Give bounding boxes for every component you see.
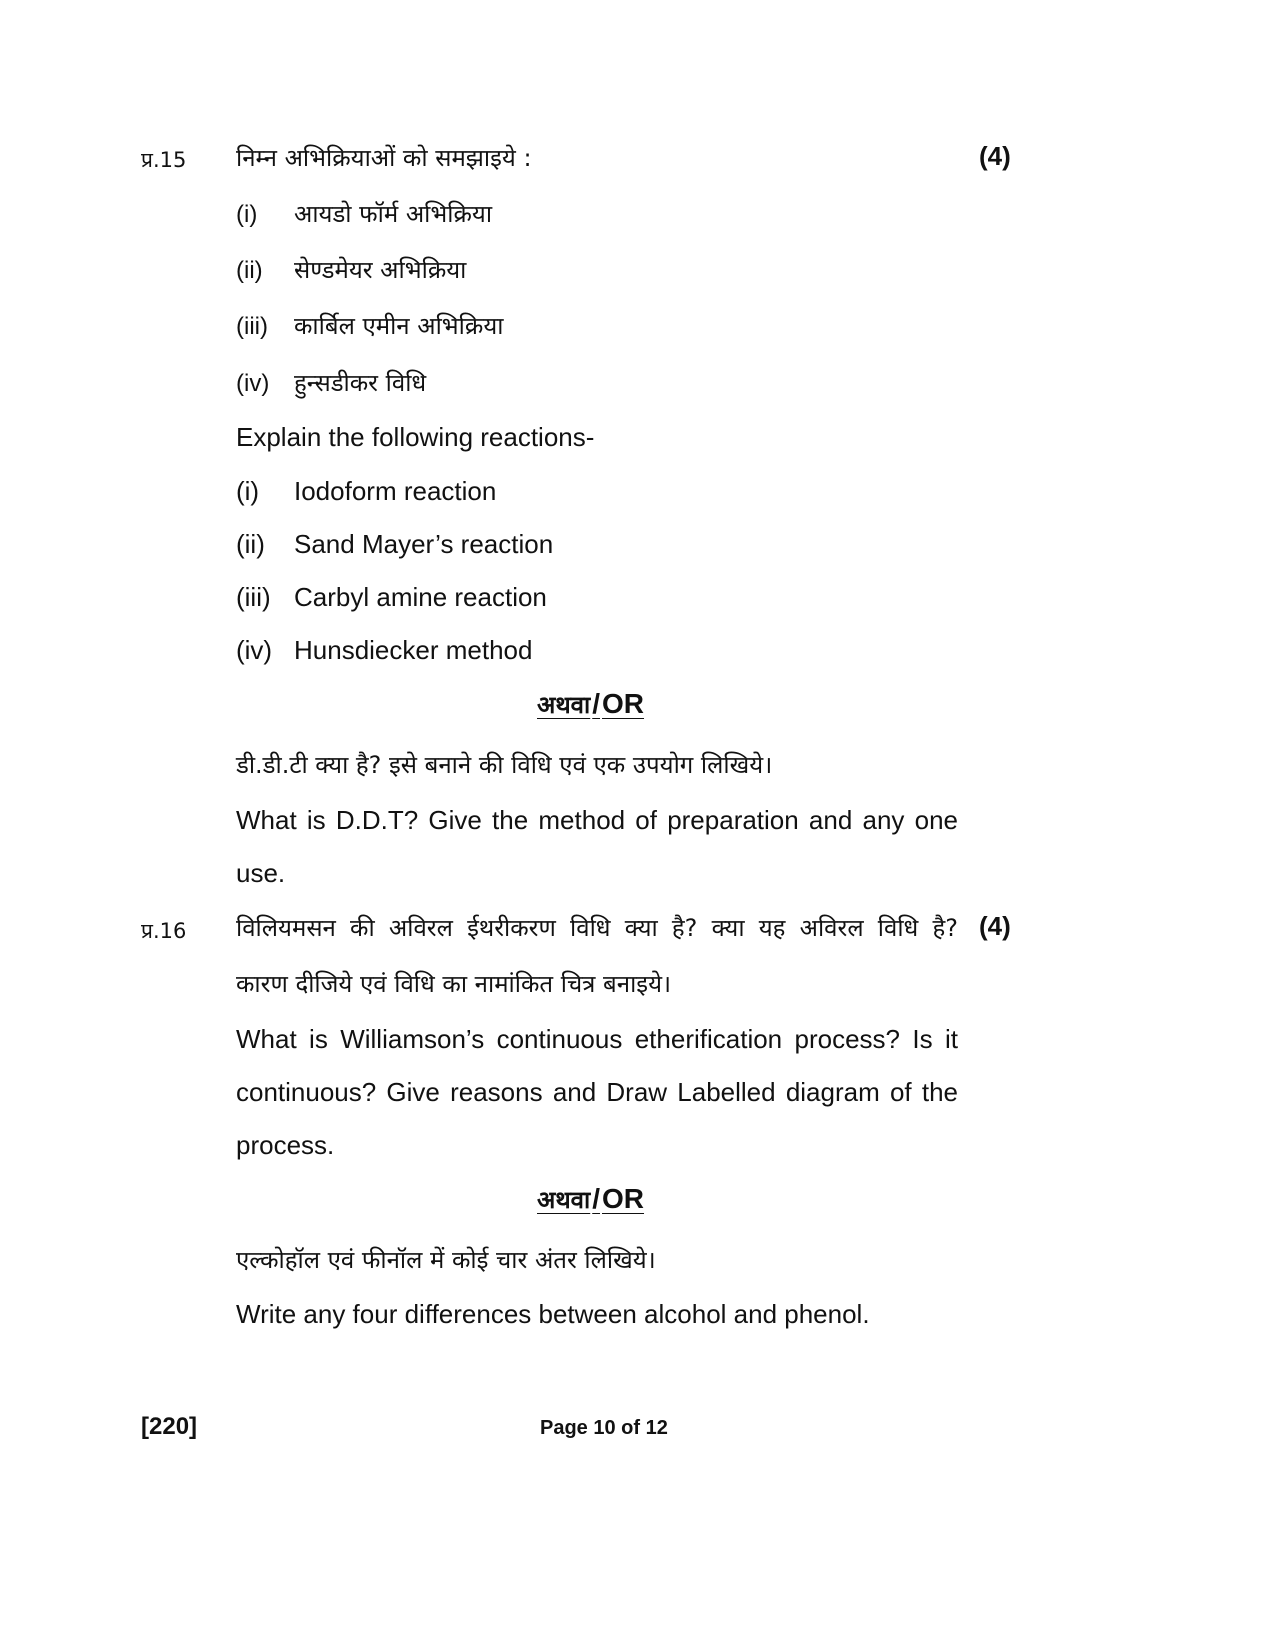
q15-english-item-4 (236, 635, 532, 666)
or-english: OR (602, 1183, 645, 1214)
q16-alt-hindi: एल्कोहॉल एवं फीनॉल में कोई चार अंतर लिखिये। (236, 1246, 656, 1274)
roman-numeral: (iv) (236, 635, 273, 665)
roman-numeral: (iii) (236, 313, 268, 340)
q15-english-item-2 (236, 529, 553, 560)
item-text: Iodoform reaction (294, 476, 497, 506)
or-slash: / (592, 1183, 601, 1214)
roman-numeral: (iv) (236, 370, 270, 397)
question-number-15: प्र.15 (141, 148, 187, 172)
q15-hindi-item-1 (236, 197, 492, 230)
or-english: OR (602, 688, 645, 719)
q15-english-item-3 (236, 582, 547, 613)
q16-alt-english: Write any four differences between alcohol and phenol. (236, 1299, 870, 1329)
q15-alt-english-line2: use. (236, 858, 286, 888)
q16-marks: (4) (979, 911, 1011, 941)
or-divider-2 (537, 1183, 644, 1216)
roman-numeral: (ii) (236, 257, 263, 284)
q15-alt-english-line1: What is D.D.T? Give the method of preparation and any one (236, 805, 958, 835)
item-text: सेण्डमेयर अभिक्रिया (294, 256, 467, 284)
or-slash: / (592, 688, 601, 719)
item-text: Carbyl amine reaction (294, 582, 547, 612)
q15-hindi-prompt: निम्न अभिक्रियाओं को समझाइये : (236, 144, 532, 172)
page-number: Page 10 of 12 (540, 1417, 668, 1439)
q16-hindi-line2: कारण दीजिये एवं विधि का नामांकित चित्र बनाइये। (236, 970, 672, 998)
roman-numeral: (i) (236, 476, 260, 506)
item-text: कार्बिल एमीन अभिक्रिया (294, 312, 504, 340)
paper-code: [220] (141, 1413, 198, 1440)
q15-english-prompt: Explain the following reactions- (236, 422, 595, 452)
q15-marks: (4) (979, 141, 1011, 171)
item-text: आयडो फॉर्म अभिक्रिया (294, 200, 493, 228)
or-hindi: अथवा (537, 691, 591, 719)
roman-numeral: (ii) (236, 529, 265, 559)
q15-hindi-item-3 (236, 309, 503, 342)
q16-english-line1: What is Williamson’s continuous etherification process? Is it (236, 1024, 958, 1054)
q16-hindi-line1: विलियमसन की अविरल ईथरीकरण विधि क्या है? क्या यह अविरल विधि है? (236, 914, 958, 942)
q15-hindi-item-4 (236, 366, 426, 399)
q15-hindi-item-2 (236, 253, 466, 286)
or-divider-1 (537, 688, 644, 721)
question-number-16: प्र.16 (141, 919, 187, 943)
q15-alt-hindi: डी.डी.टी क्या है? इसे बनाने की विधि एवं एक उपयोग लिखिये। (236, 751, 773, 779)
item-text: Hunsdiecker method (294, 635, 533, 665)
item-text: Sand Mayer’s reaction (294, 529, 554, 559)
q16-english-line2: continuous? Give reasons and Draw Labelled diagram of the (236, 1077, 958, 1107)
roman-numeral: (iii) (236, 582, 271, 612)
roman-numeral: (i) (236, 201, 258, 228)
or-hindi: अथवा (537, 1186, 591, 1214)
q16-english-line3: process. (236, 1130, 335, 1160)
item-text: हुन्सडीकर विधि (294, 369, 427, 397)
q15-english-item-1 (236, 476, 496, 507)
